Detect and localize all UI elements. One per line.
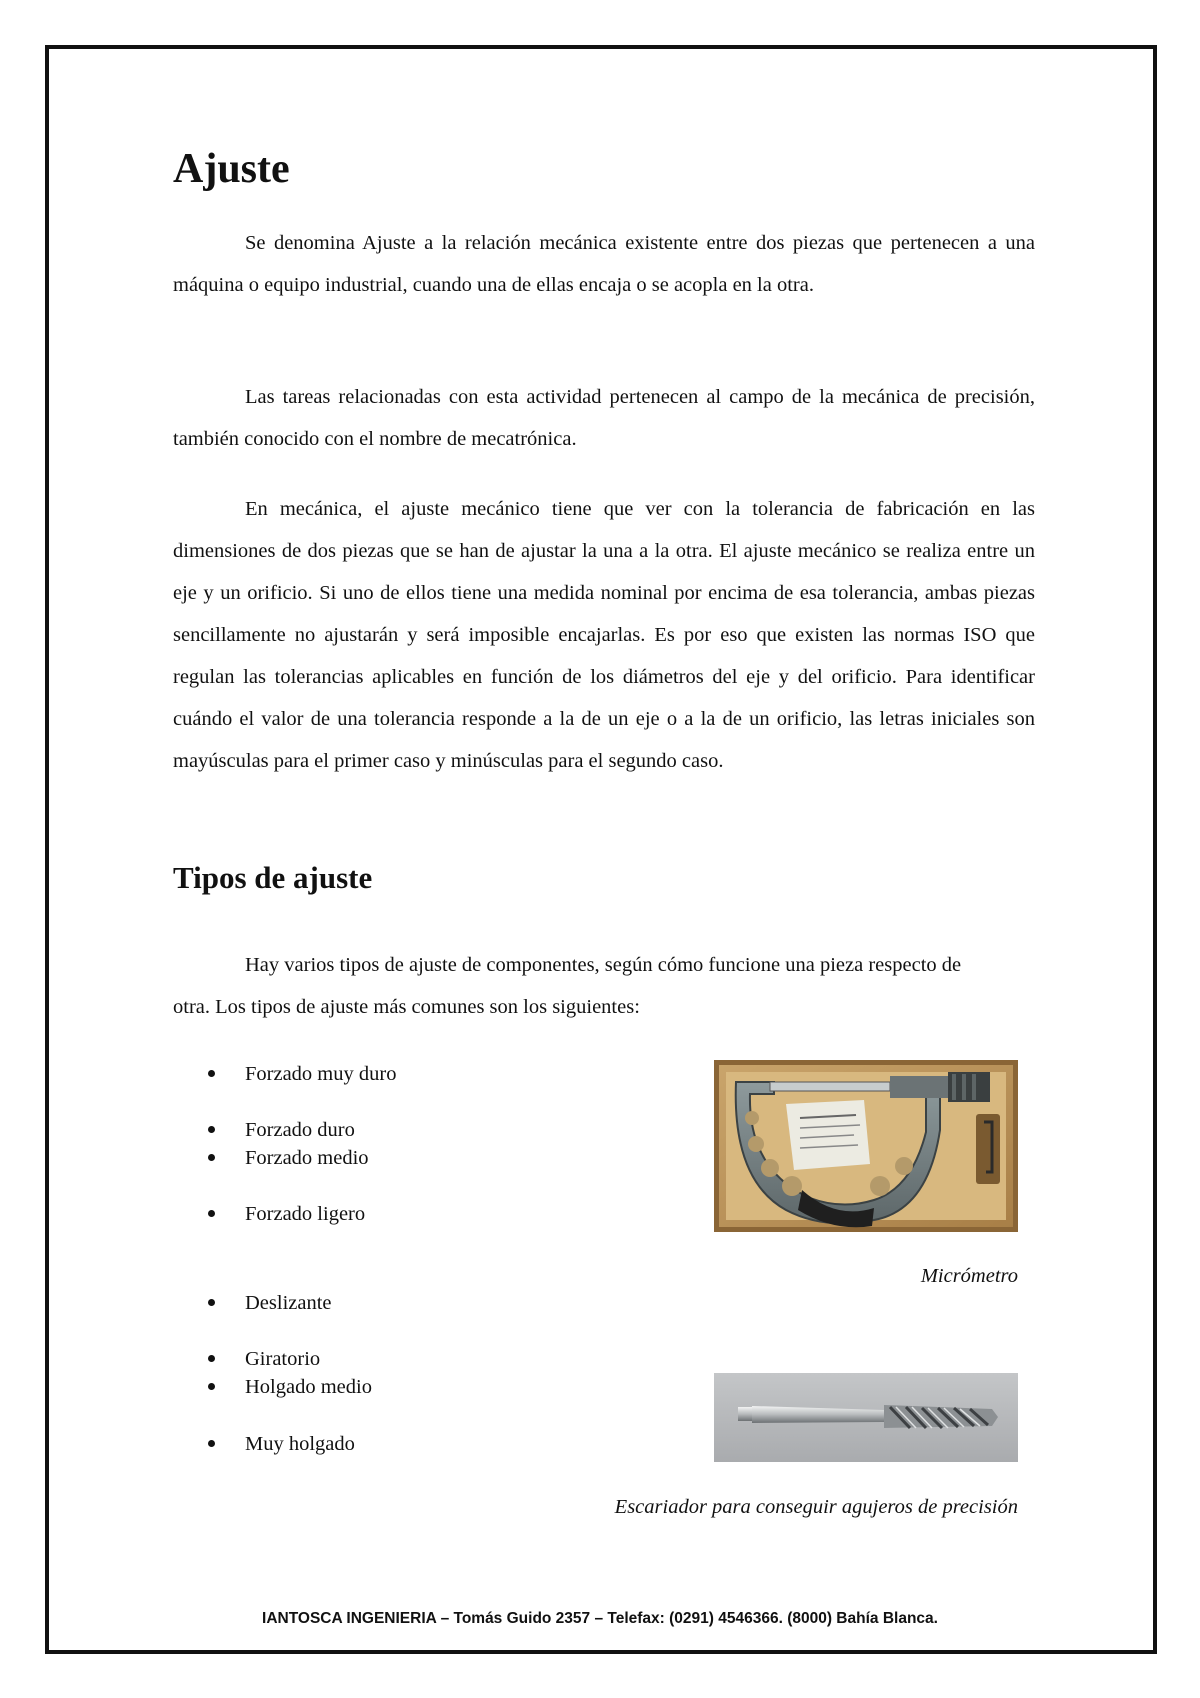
bullet-icon xyxy=(208,1440,215,1447)
bullet-icon xyxy=(208,1154,215,1161)
tolerance-paragraph: En mecánica, el ajuste mecánico tiene que ver con la tolerancia de fabricación en las dimensiones de dos piezas que se han de ajustar la una a la otra. El ajuste mecánico se realiza entre un eje y un orificio. Si uno de ellos tiene una medida nominal por encima de esa tolerancia, ambas piezas sencillamente no ajustarán y será imposible encajarlas. Es por eso que existen las normas ISO que regulan las tolerancias aplicables en función de los diámetros del eje y del orificio. Para identificar cuándo el valor de una tolerancia responde a la de un eje o a la de un orificio, las letras iniciales son mayúsculas para el primer caso y minúsculas para el segundo caso. xyxy=(173,498,1035,772)
section-paragraph: Hay varios tipos de ajuste de componentes, según cómo funcione una pieza respecto de otra. Los tipos de ajuste más comunes son los siguientes: xyxy=(173,954,962,1018)
micrometer-caption: Micrómetro xyxy=(920,1265,1018,1287)
precision-paragraph: Las tareas relacionadas con esta actividad pertenecen al campo de la mecánica de precisión, también conocido con el nombre de mecatrónica. xyxy=(173,386,1035,450)
reamer-caption: Escariador para conseguir agujeros de precisión xyxy=(614,1496,1018,1518)
bullet-icon xyxy=(208,1383,215,1390)
reamer-photo xyxy=(714,1373,1018,1462)
intro-paragraph: Se denomina Ajuste a la relación mecánica existente entre dos piezas que pertenecen a una máquina o equipo industrial, cuando una de ellas encaja o se acopla en la otra. xyxy=(173,232,1035,296)
section-title: Tipos de ajuste xyxy=(173,860,373,895)
bullet-icon xyxy=(208,1355,215,1362)
bullet-icon xyxy=(208,1126,215,1133)
micrometer-photo xyxy=(714,1060,1018,1232)
bullet-icon xyxy=(208,1299,215,1306)
bullet-icon xyxy=(208,1070,215,1077)
page-title: Ajuste xyxy=(173,146,290,192)
bullet-icon xyxy=(208,1210,215,1217)
page-footer: IANTOSCA INGENIERIA – Tomás Guido 2357 – Telefax: (0291) 4546366. (8000) Bahía Blanca. xyxy=(262,1610,938,1627)
